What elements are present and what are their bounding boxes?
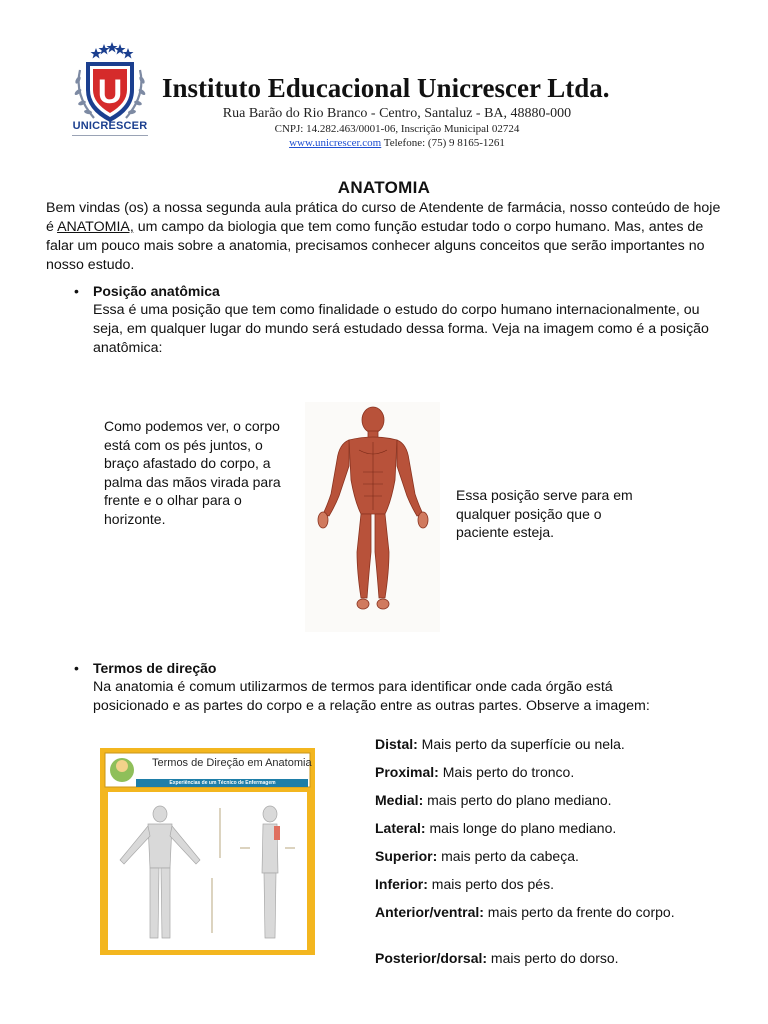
term-row bbox=[375, 875, 705, 894]
section-text-posicao: Essa é uma posição que tem como finalidade o estudo do corpo humano internacionalmente, ou seja, em qualquer lugar do mundo será estudado dessa forma. Veja na imagem como é a posição anatômica: bbox=[93, 302, 709, 356]
bullet-1: • bbox=[74, 283, 79, 299]
logo-wordmark: UNICRESCER bbox=[72, 120, 148, 132]
bullet-2: • bbox=[74, 660, 79, 676]
term-name: Anterior/ventral: bbox=[375, 904, 484, 920]
intro-underlined: ANATOMIA, bbox=[57, 219, 134, 235]
term-name: Distal: bbox=[375, 736, 418, 752]
term-name: Proximal: bbox=[375, 764, 439, 780]
term-definition: mais perto do dorso. bbox=[487, 950, 619, 966]
term-name: Inferior: bbox=[375, 876, 428, 892]
website-link[interactable]: www.unicrescer.com bbox=[289, 137, 382, 149]
term-row bbox=[375, 791, 705, 810]
term-definition: mais perto da frente do corpo. bbox=[483, 904, 675, 920]
term-name: Medial: bbox=[375, 792, 424, 808]
anatomical-position-figure bbox=[305, 402, 440, 632]
logo-letter: U bbox=[97, 73, 123, 111]
intro-paragraph bbox=[46, 199, 726, 275]
term-definition: mais perto do plano mediano. bbox=[423, 792, 612, 808]
figure-title: Termos de Direção em Anatomia bbox=[152, 757, 312, 769]
term-definition: mais perto da cabeça. bbox=[437, 848, 579, 864]
term-name: Posterior/dorsal: bbox=[375, 950, 488, 966]
term-row bbox=[375, 847, 705, 866]
term-definition: Mais perto da superfície ou nela. bbox=[417, 736, 625, 752]
section-text-termos: Na anatomia é comum utilizarmos de termos para identificar onde cada órgão está posicionado e as partes do corpo e a relação entre as outras partes. Observe a imagem: bbox=[93, 679, 650, 714]
term-name: Lateral: bbox=[375, 820, 426, 836]
anatomical-caption-left: Como podemos ver, o corpo está com os pés juntos, o braço afastado do corpo, a palma das mãos virada para frente e o olhar para o horizonte. bbox=[104, 418, 281, 527]
logo-tagline-rule bbox=[62, 133, 158, 136]
term-row bbox=[375, 819, 705, 838]
contact-line bbox=[162, 137, 632, 149]
institution-name: Instituto Educacional Unicrescer Ltda. bbox=[162, 73, 610, 103]
section-heading-posicao: Posição anatômica bbox=[93, 283, 220, 299]
term-row bbox=[375, 949, 705, 968]
intro-text-2: um campo da biologia que tem como função estudar todo o corpo humano. Mas, antes de falar um pouco mais sobre a anatomia, precisamos conhecer alguns conceitos que serão importantes no nosso estudo. bbox=[46, 219, 705, 273]
term-row bbox=[375, 903, 705, 922]
figure-subtitle: Experiências de um Técnico de Enfermagem bbox=[169, 780, 276, 786]
intro-text-1: Bem vindas (os) a nossa segunda aula prática do curso de Atendente de farmácia, nosso conteúdo de hoje é bbox=[46, 200, 721, 235]
term-definition: mais perto dos pés. bbox=[427, 876, 554, 892]
page-title: ANATOMIA bbox=[337, 178, 431, 197]
term-row bbox=[375, 735, 705, 754]
term-row bbox=[375, 763, 705, 782]
anatomical-caption-right: Essa posição serve para em qualquer posição que o paciente esteja. bbox=[456, 487, 633, 540]
term-definition: mais longe do plano mediano. bbox=[425, 820, 617, 836]
phone-text: Telefone: (75) 9 8165-1261 bbox=[381, 137, 505, 149]
direction-terms-figure bbox=[100, 748, 315, 955]
address-line: Rua Barão do Rio Branco - Centro, Santaluz - BA, 48880-000 bbox=[222, 106, 572, 121]
cnpj-line: CNPJ: 14.282.463/0001-06, Inscrição Municipal 02724 bbox=[274, 123, 520, 135]
term-name: Superior: bbox=[375, 848, 438, 864]
section-heading-termos: Termos de direção bbox=[93, 660, 217, 676]
term-definition: Mais perto do tronco. bbox=[438, 764, 575, 780]
